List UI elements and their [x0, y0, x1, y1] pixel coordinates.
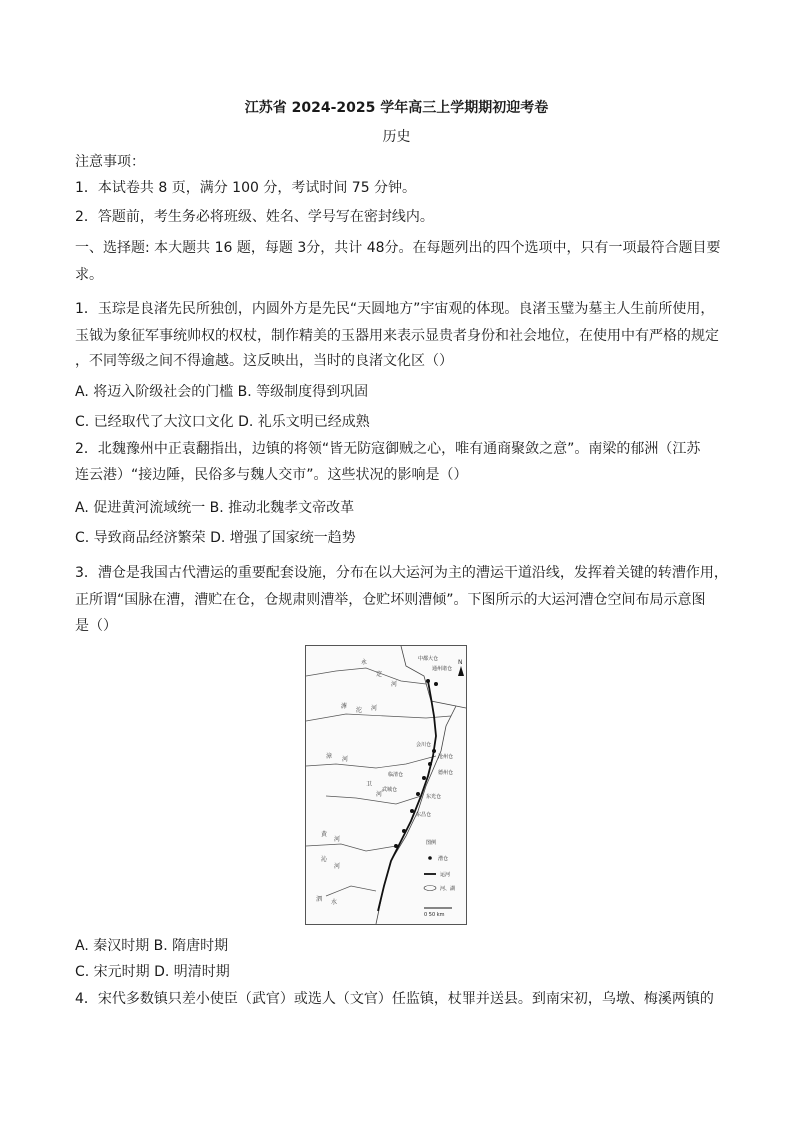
section-instruction: 求。 — [75, 267, 103, 283]
legend-item: 河、湖 — [440, 886, 456, 892]
grand-canal-granary-map — [305, 645, 467, 925]
granary-label: 临清仓 — [388, 772, 404, 778]
granary-label: 东光仓 — [426, 794, 442, 800]
granary-label: 通州诸仓 — [432, 666, 453, 672]
notice-item: 1．本试卷共 8 页，满分 100 分，考试时间 75 分钟。 — [75, 180, 417, 196]
answer-option: A. 将迈入阶级社会的门槛 B. 等级制度得到巩固 — [75, 384, 369, 400]
granary-label: 中都大仓 — [418, 656, 439, 662]
legend-item: 漕仓 — [438, 856, 449, 862]
granary-label: 东昌仓 — [416, 812, 432, 818]
answer-option: C. 导致商品经济繁荣 D. 增强了国家统一趋势 — [75, 530, 356, 546]
exam-title: 江苏省 2024-2025 学年高三上学期期初迎考卷 — [244, 100, 549, 116]
legend-item: 运河 — [440, 872, 451, 878]
north-label: N — [458, 659, 463, 666]
question-text: 1．玉琮是良渚先民所独创，内圆外方是先民“天圆地方”宇宙观的体现。良渚玉璧为墓主人生前所使用， — [75, 301, 715, 317]
river-label: 滹 — [341, 703, 348, 710]
legend-scale: 0 50 km — [424, 912, 445, 918]
notice-item: 2．答题前，考生务必将班级、姓名、学号写在密封线内。 — [75, 209, 434, 225]
answer-option: A. 秦汉时期 B. 隋唐时期 — [75, 938, 229, 954]
river-label: 漳 — [326, 753, 333, 760]
river-label: 河 — [342, 756, 349, 763]
exam-subject: 历史 — [382, 129, 411, 145]
notice-heading: 注意事项： — [75, 154, 145, 170]
river-label: 卫 — [366, 781, 373, 788]
river-label: 沁 — [321, 856, 328, 863]
question-text: 玉钺为象征军事统帅权的权杖，制作精美的玉器用来表示显贵者身份和社会地位，在使用中有严格的规定 — [75, 328, 719, 344]
granary-label: 德州仓 — [438, 770, 454, 776]
section-instruction: 一、选择题: 本大题共 16 题，每题 3分，共计 48分。在每题列出的四个选项中，只有一项最符合题目要 — [75, 240, 721, 256]
river-label: 河 — [334, 863, 341, 870]
legend-title: 图例 — [426, 840, 437, 846]
question-text: ，不同等级之间不得逾越。这反映出，当时的良渚文化区（） — [75, 353, 453, 369]
question-text: 是（） — [75, 618, 117, 634]
map-drawing — [306, 646, 466, 924]
granary-label: 沧州仓 — [438, 754, 454, 760]
answer-option: C. 已经取代了大汶口文化 D. 礼乐文明已经成熟 — [75, 414, 370, 430]
river-label: 永 — [361, 659, 368, 666]
river-label: 河 — [391, 681, 398, 688]
river-label: 沱 — [356, 707, 363, 714]
answer-option: C. 宋元时期 D. 明清时期 — [75, 964, 230, 980]
question-text: 4．宋代多数镇只差小使臣（武官）或选人（文官）任监镇，杖罪并送县。到南宋初，乌墩、梅溪两镇的 — [75, 991, 714, 1007]
granary-label: 武城仓 — [382, 787, 398, 793]
river-label: 黄 — [321, 831, 328, 838]
question-text: 3．漕仓是我国古代漕运的重要配套设施，分布在以大运河为主的漕运干道沿线，发挥着关键的转漕作用， — [75, 565, 728, 581]
question-text: 正所谓“国脉在漕，漕贮在仓，仓规肃则漕举，仓贮坏则漕倾”。下图所示的大运河漕仓空间布局示意图 — [75, 592, 706, 608]
question-text: 2．北魏豫州中正袁翻指出，边镇的将领“皆无防寇御贼之心，唯有通商聚敛之意”。南梁的郁洲（江苏 — [75, 441, 701, 457]
river-label: 河 — [371, 705, 378, 712]
answer-option: A. 促进黄河流域统一 B. 推动北魏孝文帝改革 — [75, 500, 355, 516]
north-arrow-icon — [458, 666, 464, 676]
granary-label: 会川仓 — [416, 742, 432, 748]
river-label: 泗 — [316, 896, 323, 903]
question-text: 连云港）“接边陲，民俗多与魏人交市”。这些状况的影响是（） — [75, 467, 468, 483]
river-label: 水 — [331, 899, 338, 906]
river-label: 定 — [376, 671, 383, 678]
river-label: 河 — [376, 791, 383, 798]
river-label: 河 — [334, 836, 341, 843]
